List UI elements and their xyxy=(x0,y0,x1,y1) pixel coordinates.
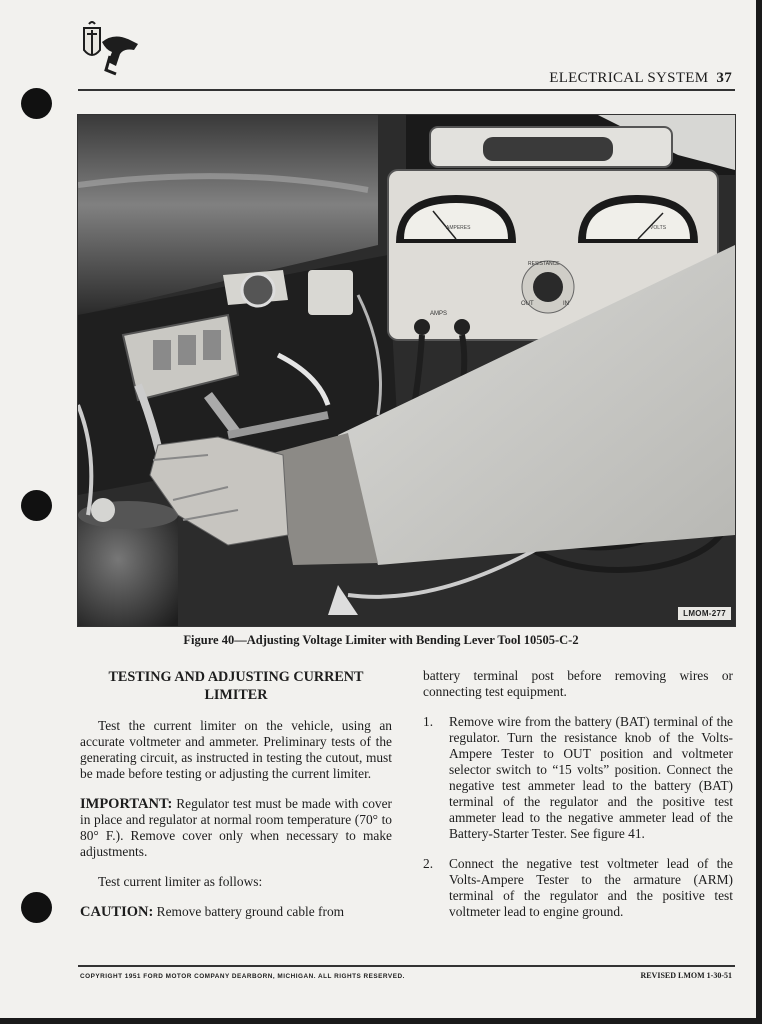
important-label: IMPORTANT: xyxy=(80,796,173,812)
caution-label: CAUTION: xyxy=(80,904,154,920)
binder-hole-middle xyxy=(21,490,52,521)
binder-hole-bottom xyxy=(21,892,52,923)
step-1 xyxy=(423,714,733,842)
step-number: 1. xyxy=(423,714,434,729)
ford-crest-logo-icon xyxy=(80,20,142,78)
page-number: 37 xyxy=(716,70,732,86)
scan-edge-right xyxy=(756,0,762,1024)
section-heading: TESTING AND ADJUSTING CURRENT LIMITER xyxy=(108,669,364,703)
binder-hole-top xyxy=(21,88,52,119)
caution-text: Remove battery ground cable from xyxy=(153,904,345,919)
important-text: Regulator test must be made with cover in place and regulator at normal room temperature (70° to 80° F.). Remove cover only when necessary to make adjustments. xyxy=(80,796,392,859)
knob-out-label: OUT xyxy=(521,301,534,307)
amps-label: AMPS xyxy=(430,311,448,317)
section-title: ELECTRICAL SYSTEM xyxy=(549,70,709,86)
right-column xyxy=(423,668,733,934)
header-rule xyxy=(78,89,735,91)
caution-continuation: battery terminal post before removing wires or connecting test equipment. xyxy=(423,668,733,699)
step-number: 2. xyxy=(423,856,434,871)
revision-note: REVISED LMOM 1-30-51 xyxy=(640,971,732,980)
left-column xyxy=(80,668,392,934)
footer-rule xyxy=(78,965,735,967)
figure-40-photo xyxy=(77,114,736,627)
caution-paragraph xyxy=(80,904,392,920)
scan-edge-bottom xyxy=(0,1018,762,1024)
volts-dial-label: VOLTS xyxy=(650,225,667,231)
running-header xyxy=(549,70,732,87)
figure-caption: Figure 40—Adjusting Voltage Limiter with Bending Lever Tool 10505-C-2 xyxy=(183,633,579,647)
engine-bay-photo xyxy=(78,115,735,626)
intro-paragraph: Test the current limiter on the vehicle, using an accurate voltmeter and ammeter. Preliminary tests of the generating circuit, as instructed in testing the cutout, must be made before testing or adjusting the current limiter. xyxy=(80,718,392,781)
copyright-notice: COPYRIGHT 1951 FORD MOTOR COMPANY DEARBORN, MICHIGAN. ALL RIGHTS RESERVED. xyxy=(80,973,405,980)
step-2 xyxy=(423,856,733,920)
step-text: Remove wire from the battery (BAT) terminal of the regulator. Turn the resistance knob of the Volts-Ampere Tester to OUT position and voltmeter selector switch to “15 volts” position. Connect the negative test ammeter lead to the battery (BAT) terminal of the regulator and the positive test ammeter lead to the negative ammeter lead of the Battery-Starter Tester. See figure 41. xyxy=(449,714,733,841)
amperes-dial-label: AMPERES xyxy=(446,225,471,231)
oil-can xyxy=(78,498,178,626)
test-instruction-paragraph: Test current limiter as follows: xyxy=(98,874,263,889)
step-text: Connect the negative test voltmeter lead of the Volts-Ampere Tester to the armature (ARM) terminal of the regulator and the positive test voltmeter lead to engine ground. xyxy=(449,856,733,919)
figure-tag: LMOM-277 xyxy=(678,607,731,620)
important-paragraph xyxy=(80,796,392,860)
resistance-label: RESISTANCE xyxy=(528,261,560,267)
knob-in-label: IN xyxy=(563,301,569,307)
